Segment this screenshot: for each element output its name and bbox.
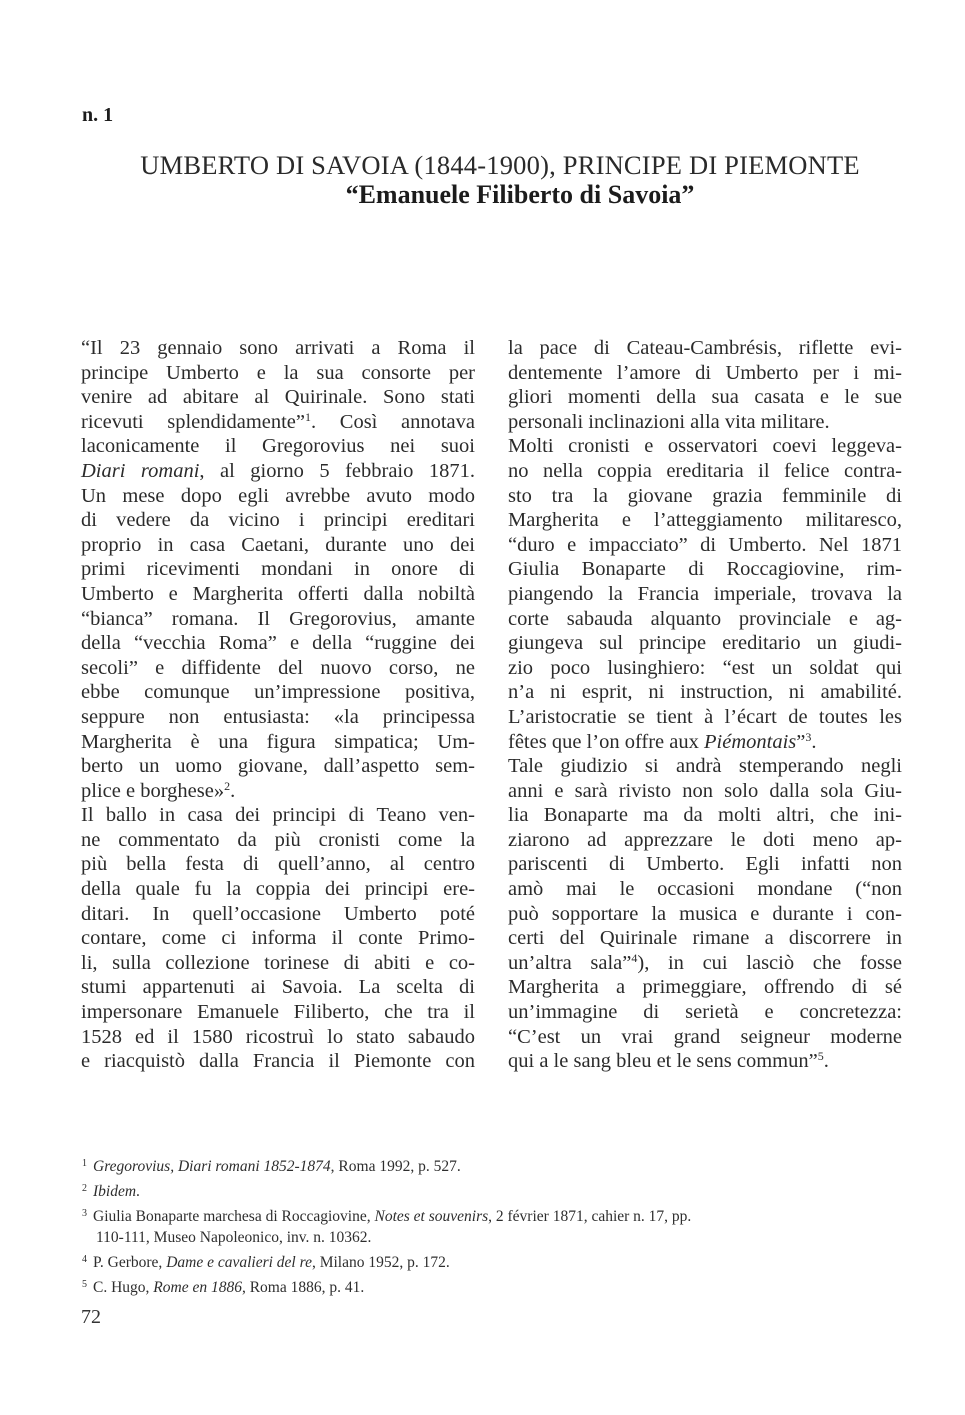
text-line: Molti cronisti e osservatori coevi leggeva- [508,435,902,458]
text-line: Margherita è una figura simpatica; Um- [81,730,475,753]
footnote-ref: 4 [631,950,638,965]
footnote-ref: 3 [805,729,812,744]
text-line: può sopportare la musica e durante i con- [508,902,902,925]
text-line: berto un uomo giovane, dall’aspetto sem- [81,755,475,778]
footnote: $^1$ Gregorovius, Diari romani 1852-1874, Roma 1992, p. 527. [82,1158,461,1175]
text-line: n’a ni esprit, ni instruction, ni amabilité. [508,681,902,704]
text-line: ditari. In quell’occasione Umberto poté [81,902,475,925]
footnote: $^5$ C. Hugo, Rome en 1886, Roma 1886, p. 41. [82,1278,365,1296]
text-line: più bella festa di quell’anno, al centro [81,853,475,876]
text-line: della quale fu la coppia dei principi ere- [81,878,475,901]
text-line: la pace di Cateau-Cambrésis, riflette evi- [508,337,902,359]
text-line: Umberto e Margherita offerti dalla nobiltà [81,582,475,605]
footnote-ref: 1 [305,409,312,424]
footnote-ref: 2 [224,778,231,793]
footnote-continuation: 110-111, Museo Napoleonico, inv. n. 10362. [96,1229,372,1247]
text-line: piangendo la Francia imperiale, trovava la [508,582,902,605]
text-line: e riacquistò dalla Francia il Piemonte con [81,1050,475,1073]
text-line: principe Umberto e la sua consorte per [81,361,475,384]
text-line: ricevuti splendidamente”$^1$. Così annotava [81,409,476,433]
page-number: 72 [81,1306,101,1328]
text-line: Margherita a primeggiare, offrendo di sé [508,976,902,999]
text-line: “duro e impacciato” di Umberto. Nel 1871 [508,533,902,556]
text-line: primi ricevimenti mondani in onore di [81,558,475,581]
text-line: gliori momenti della sua casata e le sue [508,386,902,409]
text-line: corte sabauda alquanto provinciale e ag- [508,607,902,630]
text-line: ebbe comunque un’impressione positiva, [81,681,475,704]
body-column-left [81,336,475,1074]
text-line: personali inclinazioni alla vita militare. [508,410,830,433]
text-line: “C’est un vrai grand seigneur moderne [508,1025,902,1048]
text-line: proprio in casa Caetani, durante uno dei [81,533,475,556]
text-line: Diari romani, al giorno 5 febbraio 1871. [81,459,475,482]
text-line: pariscenti di Umberto. Egli infatti non [508,853,902,876]
text-line: Margherita e l’atteggiamento militaresco, [508,509,902,532]
text-line: Un mese dopo egli avrebbe avuto modo [81,484,475,507]
text-line: L’aristocratie se tient à l’écart de toutes les [508,705,902,728]
footnote: $^2$ Ibidem. [82,1182,140,1200]
text-line: li, sulla collezione torinese di abiti e co- [81,951,475,974]
text-line: Tale giudizio si andrà stemperando negli [508,755,902,778]
text-line: un’altra sala”$^4$), in cui lasciò che fosse [508,950,902,974]
text-line: laconicamente il Gregorovius nei suoi [81,435,475,458]
text-line: impersonare Emanuele Filiberto, che tra il [81,1001,475,1024]
footnotes [82,1153,882,1299]
text-line: plice e borghese»$^2$. [81,778,236,802]
text-line: contare, come ci informa il conte Primo- [81,927,475,950]
text-line: zio poco lusinghiero: “est un soldat qui [508,656,902,679]
text-line: lia Bonaparte ma da molti altri, che ini- [508,804,902,827]
footnote: $^4$ P. Gerbore, Dame e cavalieri del re, Milano 1952, p. 172. [82,1254,450,1272]
text-line: certi del Quirinale rimane a discorrere in [508,927,902,950]
text-line: amò mai le occasioni mondane (“non [508,878,902,901]
text-line: della “vecchia Roma” e della “ruggine dei [81,632,475,655]
entry-number: n. 1 [82,104,114,126]
text-line: sto tra la giovane grazia femminile di [508,484,902,507]
text-line: secoli” e diffidente del nuovo corso, ne [81,656,475,679]
text-line: stumi appartenuti ai Savoia. La scelta di [81,976,475,999]
text-line: venire ad abitare al Quirinale. Sono stati [81,386,475,409]
text-line: 1528 ed il 1580 ricostruì lo stato sabaudo [81,1025,475,1048]
text-line: seppure non entusiasta: «la principessa [81,705,475,728]
text-line: “bianca” romana. Il Gregorovius, amante [81,607,475,630]
text-line: ziarono ad apprezzare le doti meno ap- [508,828,902,851]
text-line: “Il 23 gennaio sono arrivati a Roma il [81,337,475,359]
text-line: Giulia Bonaparte di Roccagiovine, rim- [508,558,902,581]
text-line: dentemente l’amore di Umberto per i mi- [508,361,902,384]
text-line: qui a le sang bleu et le sens commun”$^5$. [508,1049,829,1073]
body-column-right [508,336,902,1074]
text-line: ne commentato da più cronisti come la [81,828,475,851]
footnote-ref: 5 [817,1049,824,1064]
text-line: Il ballo in casa dei principi di Teano ven- [81,804,475,827]
text-line: giungeva sul principe ereditario un giudi- [508,632,902,655]
text-line: anni e sarà rivisto non solo dalla sola Giu- [508,779,902,802]
text-line: no nella coppia ereditaria il felice contra- [508,459,902,482]
page-title: UMBERTO DI SAVOIA (1844-1900), PRINCIPE DI PIEMONTE [140,150,860,180]
page-subtitle: “Emanuele Filiberto di Savoia” [345,180,695,209]
text-line: fêtes que l’on offre aux Piémontais”$^3$. [508,729,817,753]
footnote: $^3$ Giulia Bonaparte marchesa di Roccagiovine, Notes et souvenirs, 2 février 1871, cahier n. 17, pp. [82,1207,692,1225]
text-line: di vedere da vicino i principi ereditari [81,509,475,532]
text-line: un’immagine di serietà e concretezza: [508,1001,902,1024]
